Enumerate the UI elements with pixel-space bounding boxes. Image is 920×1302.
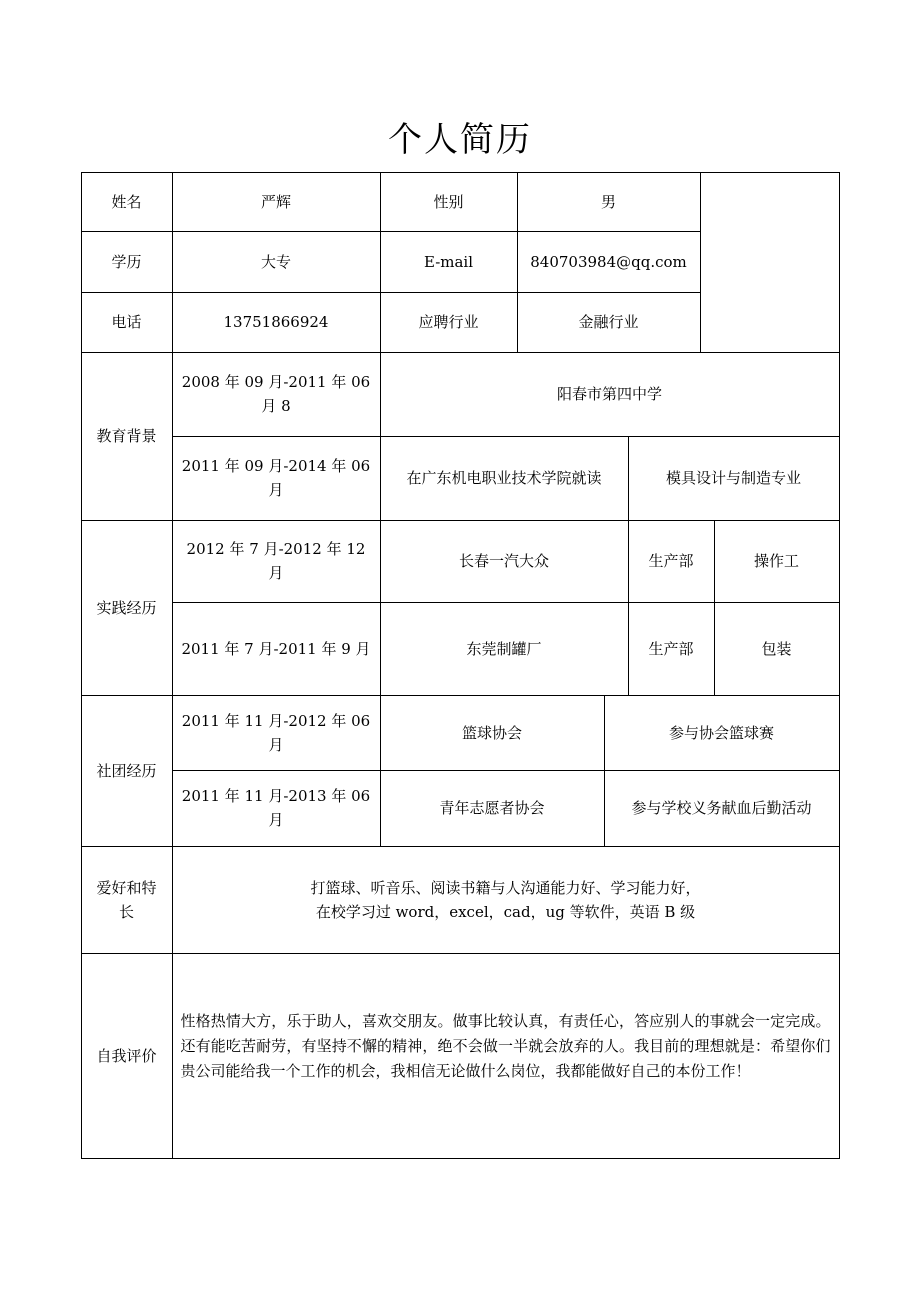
industry-value: 金融行业	[517, 292, 701, 353]
hobbies-line: 在校学习过 word，excel，cad，ug 等软件，英语 B 级	[315, 902, 696, 921]
practice-department: 生产部	[628, 602, 715, 696]
practice-department: 生产部	[628, 520, 715, 603]
practice-role: 包装	[714, 602, 840, 696]
hobbies-line: 打篮球、听音乐、阅读书籍与人沟通能力好、学习能力好，	[310, 878, 701, 897]
education-level-label: 学历	[81, 231, 173, 293]
education-period: 2008 年 09 月-2011 年 06 月 8	[172, 352, 381, 437]
gender-value: 男	[517, 172, 701, 232]
club-name: 篮球协会	[380, 695, 605, 771]
club-period: 2011 年 11 月-2012 年 06 月	[172, 695, 381, 771]
practice-role: 操作工	[714, 520, 840, 603]
education-section-label: 教育背景	[81, 352, 173, 521]
hobbies-content	[172, 846, 840, 954]
name-label: 姓名	[81, 172, 173, 232]
phone-label: 电话	[81, 292, 173, 353]
photo-box	[700, 172, 840, 353]
club-activity: 参与协会篮球赛	[604, 695, 840, 771]
gender-label: 性别	[380, 172, 518, 232]
industry-label: 应聘行业	[380, 292, 518, 353]
name-value: 严辉	[172, 172, 381, 232]
page-title: 个人简历	[388, 120, 532, 160]
hobbies-section-label: 爱好和特长	[81, 846, 173, 954]
education-level-value: 大专	[172, 231, 381, 293]
practice-company: 东莞制罐厂	[380, 602, 629, 696]
education-major: 模具设计与制造专业	[628, 436, 840, 521]
education-school: 在广东机电职业技术学院就读	[380, 436, 629, 521]
self-eval-section-label: 自我评价	[81, 953, 173, 1159]
club-activity: 参与学校义务献血后勤活动	[604, 770, 840, 847]
self-eval-text: 性格热情大方，乐于助人，喜欢交朋友。做事比较认真，有责任心，答应别人的事就会一定完成。还有能吃苦耐劳，有坚持不懈的精神，绝不会做一半就会放弃的人。我目前的理想就是：希望你们贵公司能给我一个工作的机会，我相信无论做什么岗位，我都能做好自己的本份工作！	[172, 953, 840, 1159]
email-value: 840703984@qq.com	[517, 231, 701, 293]
education-period: 2011 年 09 月-2014 年 06 月	[172, 436, 381, 521]
practice-period: 2011 年 7 月-2011 年 9 月	[172, 602, 381, 696]
practice-company: 长春一汽大众	[380, 520, 629, 603]
clubs-section-label: 社团经历	[81, 695, 173, 847]
practice-period: 2012 年 7 月-2012 年 12 月	[172, 520, 381, 603]
education-school: 阳春市第四中学	[380, 352, 840, 437]
email-label: E-mail	[380, 231, 518, 293]
club-name: 青年志愿者协会	[380, 770, 605, 847]
club-period: 2011 年 11 月-2013 年 06 月	[172, 770, 381, 847]
practice-section-label: 实践经历	[81, 520, 173, 696]
phone-value: 13751866924	[172, 292, 381, 353]
